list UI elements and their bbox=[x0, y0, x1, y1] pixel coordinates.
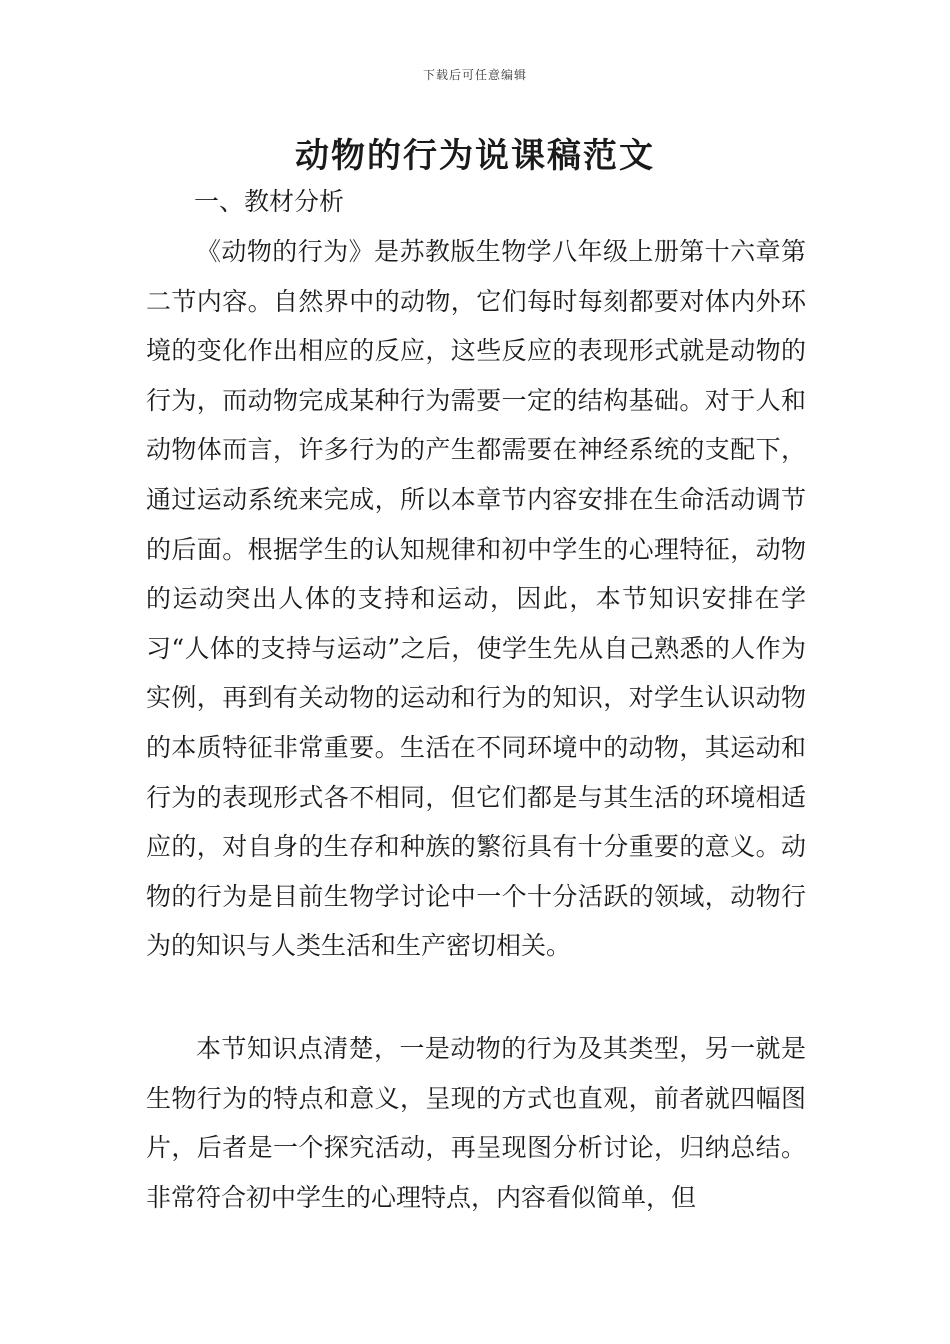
header-note: 下载后可任意编辑 bbox=[422, 68, 527, 82]
body-paragraph-2: 本节知识点清楚，一是动物的行为及其类型，另一就是生物行为的特点和意义，呈现的方式也直观，前者就四幅图片，后者是一个探究活动，再呈现图分析讨论，归纳总结。非常符合初中学生的心理特点，内容看似简单，但 bbox=[146, 1034, 806, 1212]
body-paragraph-1: 《动物的行为》是苏教版生物学八年级上册第十六章第二节内容。自然界中的动物，它们每时每刻都要对体内外环境的变化作出相应的反应，这些反应的表现形式就是动物的行为，而动物完成某种行为需要一定的结构基础。对于人和动物体而言，许多行为的产生都需要在神经系统的支配下，通过运动系统来完成，所以本章节内容安排在生命活动调节的后面。根据学生的认知规律和初中学生的心理特征，动物的运动突出人体的支持和运动，因此，本节知识安排在学习“人体的支持与运动”之后，使学生先从自己熟悉的人作为实例，再到有关动物的运动和行为的知识，对学生认识动物的本质特征非常重要。生活在不同环境中的动物，其运动和行为的表现形式各不相同，但它们都是与其生活的环境相适应的，对自身的生存和种族的繁衍具有十分重要的意义。动物的行为是目前生物学讨论中一个十分活跃的领域，动物行为的知识与人类生活和生产密切相关。 bbox=[146, 237, 806, 961]
section-heading: 一、教材分析 bbox=[194, 187, 345, 216]
document-title: 动物的行为说课稿范文 bbox=[295, 136, 655, 176]
